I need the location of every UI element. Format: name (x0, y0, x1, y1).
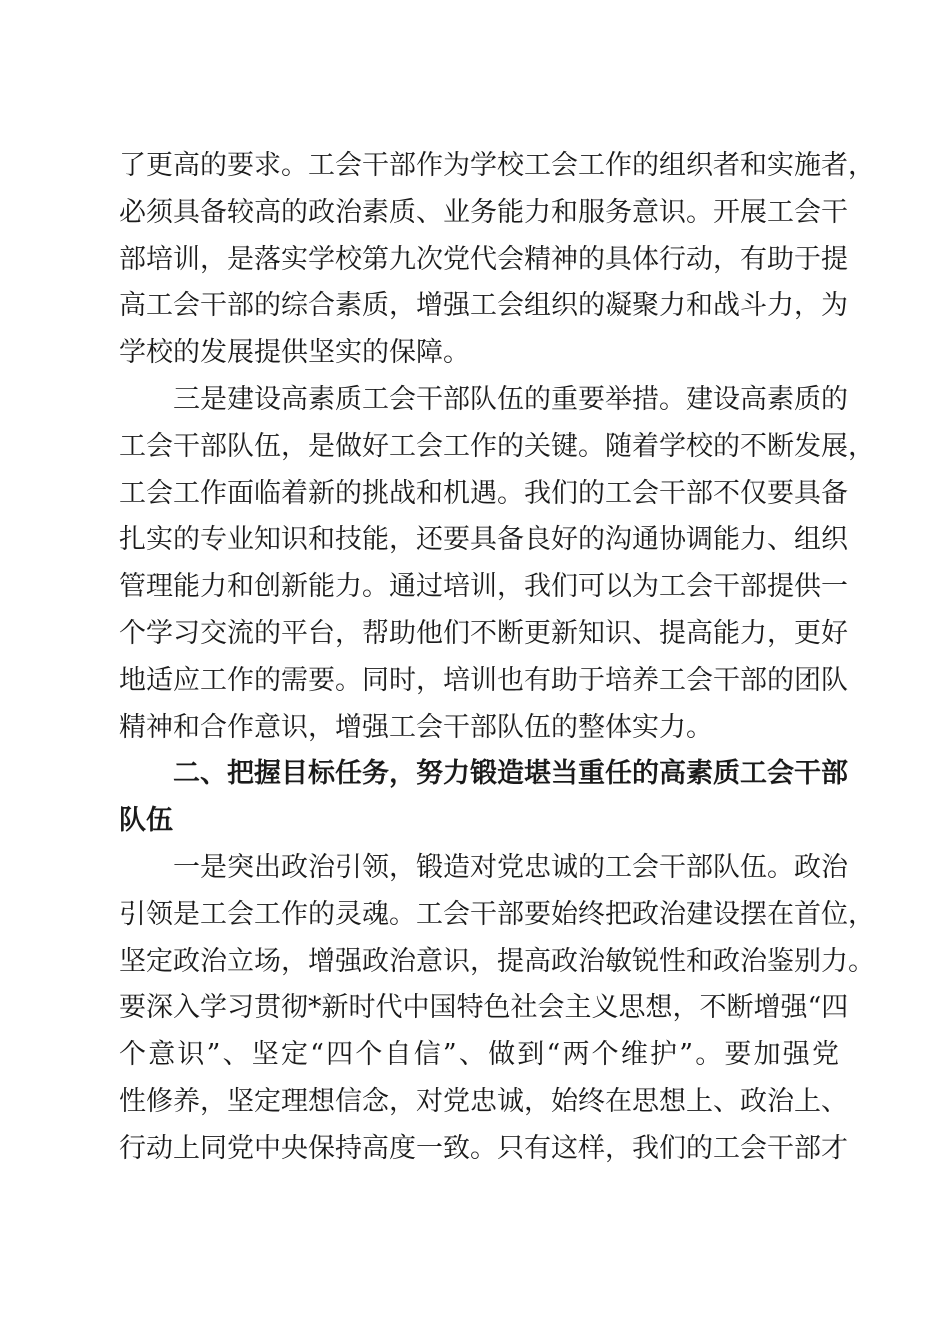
text-line: 精神和合作意识，增强工会干部队伍的整体实力。 (119, 711, 713, 743)
text-line: 部培训，是落实学校第九次党代会精神的具体行动，有助于提 (119, 243, 848, 275)
text-line: 工会干部队伍，是做好工会工作的关键。随着学校的不断发展， (119, 430, 875, 462)
paragraph-1 (119, 143, 875, 377)
heading-line: 队伍 (119, 805, 173, 837)
paragraph-3 (119, 845, 875, 1173)
text-line: 个意识”、坚定“四个自信”、做到“两个维护”。要加强党 (119, 1039, 839, 1071)
text-line: 扎实的专业知识和技能，还要具备良好的沟通协调能力、组织 (119, 524, 848, 556)
text-line: 一是突出政治引领，锻造对党忠诚的工会干部队伍。政治 (173, 851, 848, 883)
paragraph-2 (119, 377, 875, 751)
text-line: 工会工作面临着新的挑战和机遇。我们的工会干部不仅要具备 (119, 477, 848, 509)
text-line: 学校的发展提供坚实的保障。 (119, 337, 470, 369)
text-line: 地适应工作的需要。同时，培训也有助于培养工会干部的团队 (119, 664, 848, 696)
heading-line: 二、把握目标任务，努力锻造堪当重任的高素质工会干部 (173, 758, 848, 790)
text-line: 性修养，坚定理想信念，对党忠诚，始终在思想上、政治上、 (119, 1085, 848, 1117)
text-line: 行动上同党中央保持高度一致。只有这样，我们的工会干部才 (119, 1132, 848, 1164)
text-line: 个学习交流的平台，帮助他们不断更新知识、提高能力，更好 (119, 617, 848, 649)
text-line: 了更高的要求。工会干部作为学校工会工作的组织者和实施者， (119, 150, 875, 181)
text-line: 必须具备较高的政治素质、业务能力和服务意识。开展工会干 (119, 196, 848, 228)
document-body (119, 143, 875, 1173)
text-line: 高工会干部的综合素质，增强工会组织的凝聚力和战斗力，为 (119, 290, 848, 322)
section-heading (119, 751, 848, 845)
text-line: 要深入学习贯彻*新时代中国特色社会主义思想，不断增强“四 (119, 992, 849, 1024)
text-line: 管理能力和创新能力。通过培训，我们可以为工会干部提供一 (119, 571, 848, 603)
text-line: 三是建设高素质工会干部队伍的重要举措。建设高素质的 (173, 383, 848, 415)
text-line: 引领是工会工作的灵魂。工会干部要始终把政治建设摆在首位， (119, 898, 875, 930)
text-line: 坚定政治立场，增强政治意识，提高政治敏锐性和政治鉴别力。 (119, 945, 875, 977)
